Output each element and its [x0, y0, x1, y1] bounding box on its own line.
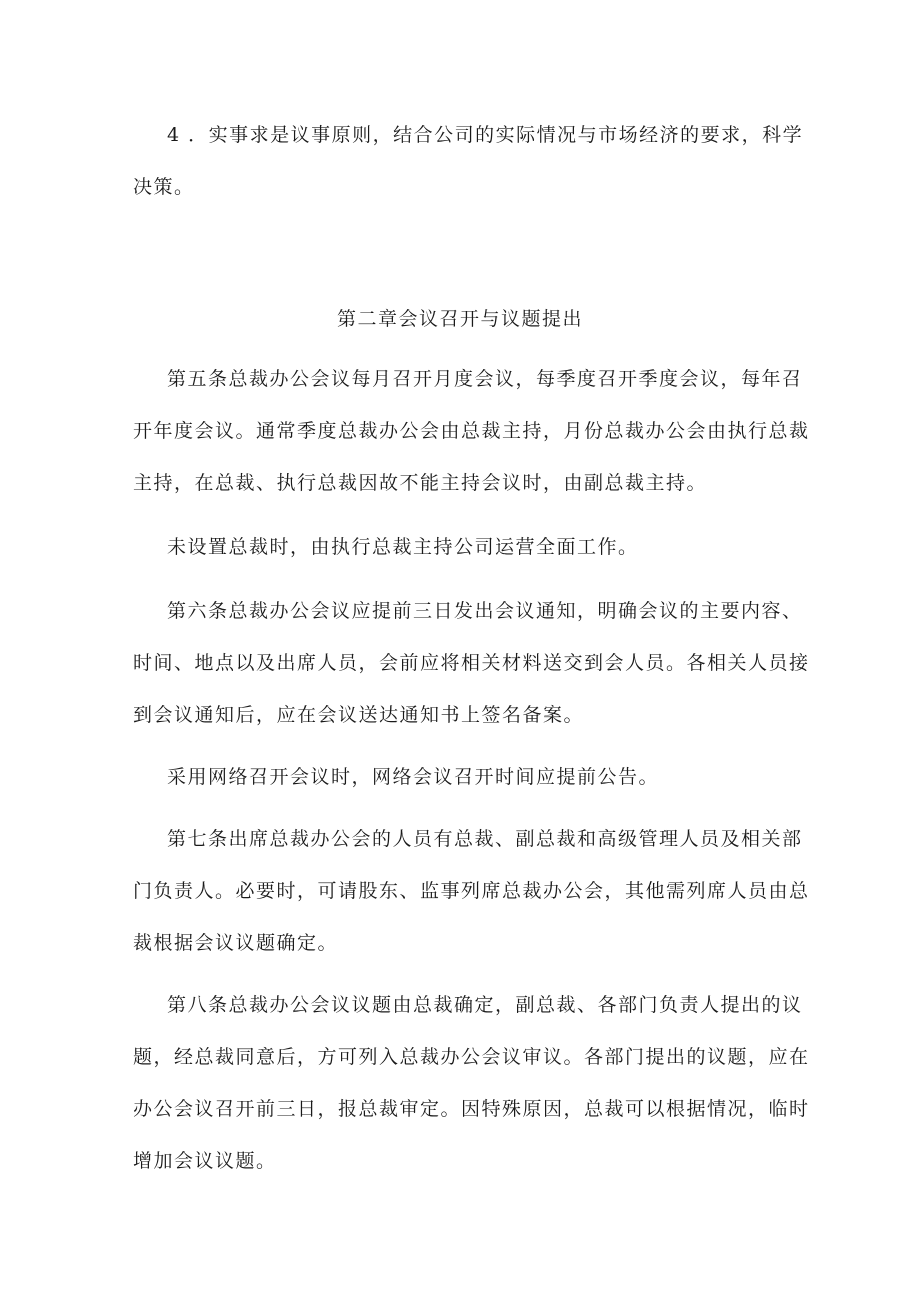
text-line: 第六条总裁办公会议应提前三日发出会议通知，明确会议的主要内容、 — [167, 600, 803, 622]
paragraph-article-5 — [133, 362, 810, 518]
text-line: 门负责人。必要时，可请股东、监事列席总裁办公会，其他需列席人员由总 — [133, 880, 810, 902]
text-line: 第七条出席总裁办公会的人员有总裁、副总裁和高级管理人员及相关部 — [167, 828, 803, 850]
text-line: 第五条总裁办公会议每月召开月度会议，每季度召开季度会议，每年召 — [167, 368, 803, 390]
text-line: 4 ．实事求是议事原则，结合公司的实际情况与市场经济的要求，科学 — [167, 124, 804, 146]
text-line: 采用网络召开会议时，网络会议召开时间应提前公告。 — [167, 766, 660, 788]
text-line: 主持，在总裁、执行总裁因故不能主持会议时，由副总裁主持。 — [133, 472, 708, 494]
text-line: 未设置总裁时，由执行总裁主持公司运营全面工作。 — [167, 536, 639, 558]
paragraph-article-5-note — [133, 530, 793, 582]
paragraph-article-6 — [133, 594, 810, 750]
text-line: 第八条总裁办公会议议题由总裁确定，副总裁、各部门负责人提出的议 — [167, 994, 803, 1016]
text-line: 办公会议召开前三日，报总裁审定。因特殊原因，总裁可以根据情况，临时 — [133, 1098, 810, 1120]
paragraph-article-7 — [133, 822, 810, 978]
paragraph-article-6-note — [133, 760, 793, 812]
text-line: 决策。 — [133, 176, 195, 198]
text-line: 增加会议议题。 — [133, 1150, 277, 1172]
paragraph-article-8 — [133, 988, 810, 1196]
chapter-heading: 第二章会议召开与议题提出 — [336, 308, 583, 330]
text-line: 时间、地点以及出席人员，会前应将相关材料送交到会人员。各相关人员接 — [133, 652, 810, 674]
text-line: 裁根据会议议题确定。 — [133, 932, 339, 954]
paragraph-item-4 — [133, 118, 804, 222]
text-line: 开年度会议。通常季度总裁办公会由总裁主持，月份总裁办公会由执行总裁 — [133, 420, 810, 442]
text-line: 到会议通知后，应在会议送达通知书上签名备案。 — [133, 704, 585, 726]
text-line: 题，经总裁同意后，方可列入总裁办公会议审议。各部门提出的议题，应在 — [133, 1046, 810, 1068]
